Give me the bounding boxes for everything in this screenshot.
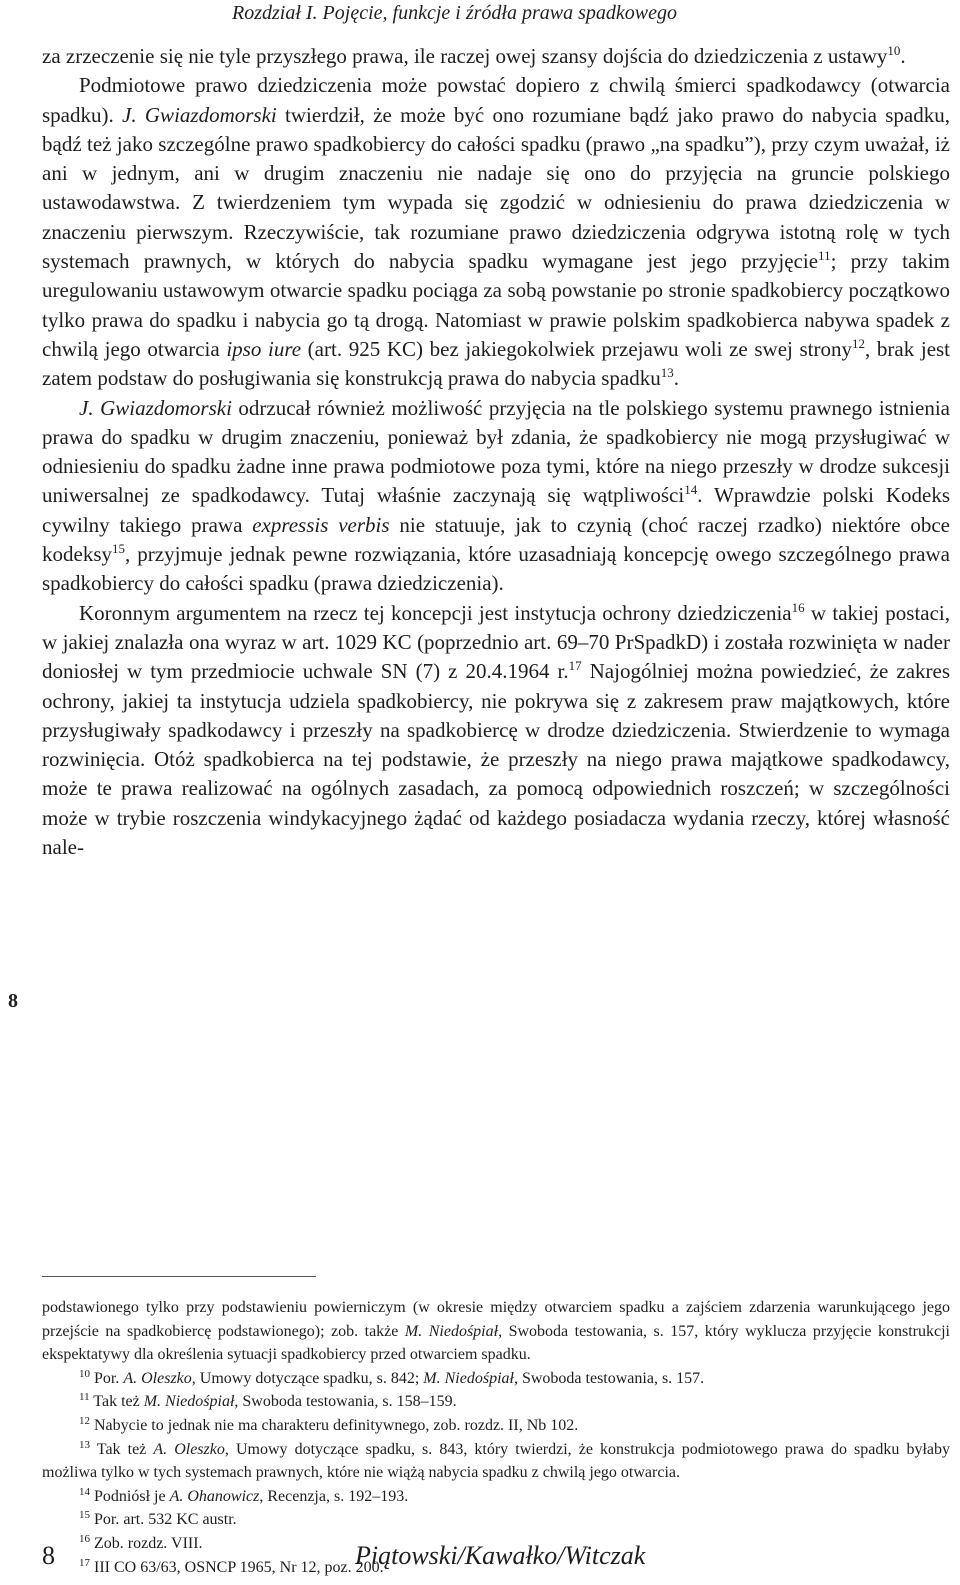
footnote-ref-17[interactable]: 17 [568,658,582,674]
footnote-14: $^{14}$ Podniósł je A. Ohanowicz, Recenzja, s. 192–193. [79,1485,409,1505]
footnote-11: $^{11}$ Tak też M. Niedośpiał, Swoboda testowania, s. 158–159. [79,1391,457,1411]
margin-number: 8 [8,990,18,1012]
footnotes [42,1296,950,1579]
footnote-10: $^{10}$ Por. A. Oleszko, Umowy dotyczące spadku, s. 842; M. Niedośpiał, Swoboda testowania, s. 157. [79,1367,705,1387]
paragraph-1: za zrzeczenie się nie tyle przyszłego prawa, ile raczej owej szansy dojścia do dziedziczenia z ustawy$^{10}$. [42,43,906,68]
page-number: 8 [42,1541,55,1570]
footer-authors: Piątowski/Kawałko/Witczak [355,1541,646,1570]
footnote-ref-14[interactable]: 14 [684,482,698,498]
paragraph-3: J. Gwiazdomorski odrzucał również możliwość przyjęcia na tle polskiego systemu prawnego istnienia prawa do spadku w drugim znaczeniu, ponieważ był zdania, że spadkobiercy nie mogą przysługiwać w odniesieniu do spadku żadne inne prawa podmiotowe poza tymi, które na niego przeszły w drodze sukcesji uniwersalnej ze spadkodawcy. Tutaj właśnie zaczynają się wątpliwości$^{14}$. Wprawdzie polski Kodeks cywilny takiego prawa expressis verbis nie statuuje, jak to czynią (choć raczej rzadko) niektóre obce kodeksy$^{15}$, przyjmuje jednak pewne rozwiązania, które uzasadniają koncepcję owego szczególnego prawa spadkobiercy do całości spadku (prawa dziedziczenia). [42,395,950,596]
footnote-ref-16[interactable]: 16 [791,599,805,615]
footnote-ref-11[interactable]: 11 [818,248,831,264]
footnote-ref-12[interactable]: 12 [852,335,866,351]
main-text [42,42,950,862]
footnote-13: $^{13}$ Tak też A. Oleszko, Umowy dotyczące spadku, s. 843, który twierdzi, że konstrukcja podmiotowego prawa do spadku byłaby możliwa tylko w tych systemach prawnych, które nie wiążą nabycia spadku z chwilą jego otwarcia. [42,1438,951,1482]
footnote-12: $^{12}$ Nabycie to jednak nie ma charakteru definitywnego, zob. rozdz. II, Nb 102. [79,1414,579,1434]
footnote-ref-13[interactable]: 13 [660,365,674,381]
footnote-divider [42,1276,316,1277]
paragraph-2: Podmiotowe prawo dziedziczenia może powstać dopiero z chwilą śmierci spadkodawcy (otwarcia spadku). J. Gwiazdomorski twierdził, że może być ono rozumiane bądź jako prawo do nabycia spadku, bądź też jako szczególne prawo spadkobiercy do całości spadku (prawo „na spadku”), przy czym uważał, iż ani w jednym, ani w drugim znaczeniu nie nadaje się ono do przyjęcia na gruncie polskiego ustawodawstwa. Z twierdzeniem tym wypada się zgodzić w odniesieniu do prawa dziedziczenia w znaczeniu pierwszym. Rzeczywiście, tak rozumiane prawo dziedziczenia odgrywa istotną rolę w tych systemach prawnych, w których do nabycia spadku wymagane jest jego przyjęcie$^{11}$; przy takim uregulowaniu ustawowym otwarcie spadku pociąga za sobą powstanie po stronie spadkobiercy początkowo tylko prawa do spadku i nabycia go tą drogą. Natomiast w prawie polskim spadkobierca nabywa spadek z chwilą jego otwarcia ipso iure (art. 925 KC) bez jakiegokolwiek przejawu woli ze swej strony$^{12}$, brak jest zatem podstaw do posługiwania się konstrukcją prawa do nabycia spadku$^{13}$. [42,73,951,391]
footnote-17: $^{17}$ III CO 63/63, OSNCP 1965, Nr 12, poz. 200. [79,1556,384,1576]
footnote-ref-15[interactable]: 15 [112,541,125,557]
footnote-continuation: podstawionego tylko przy podstawieniu powierniczym (w okresie między otwarciem spadku a zajściem zdarzenia warunkującego jego przejście na spadkobiercę podstawionego); zob. także M. Niedośpiał, Swoboda testowania, s. 157, który wyklucza przyjęcie konstrukcji ekspektatywy dla określenia sytuacji spadkobiercy przed otwarciem spadku. [42,1299,950,1364]
paragraph-4: Koronnym argumentem na rzecz tej koncepcji jest instytucja ochrony dziedziczenia$^{16}$ w takiej postaci, w jakiej znalazła ona wyraz w art. 1029 KC (poprzednio art. 69–70 PrSpadkD) i została rozwinięta w nader doniosłej w tym przedmiocie uchwale SN (7) z 20.4.1964 r.$^{17}$ Najogólniej można powiedzieć, że zakres ochrony, jakiej ta instytucja udziela spadkobiercy, nie pokrywa się z zakresem praw majątkowych, które przysługiwały spadkodawcy i przeszły na spadkobiercę w drodze dziedziczenia. Stwierdzenie to wymaga rozwinięcia. Otóż spadkobierca na tej podstawie, że przeszły na niego prawa majątkowe spadkodawcy, może te prawa realizować na ogólnych zasadach, za pomocą odpowiednich roszczeń; w szczególności może w trybie roszczenia windykacyjnego żądać od każdego posiadacza wydania rzeczy, której własność nale- [42,599,951,860]
footnote-16: $^{16}$ Zob. rozdz. VIII. [79,1532,203,1552]
footnote-ref-10[interactable]: 10 [887,43,901,58]
footnote-15: $^{15}$ Por. art. 532 KC austr. [79,1509,237,1529]
running-header: Rozdział I. Pojęcie, funkcje i źródła prawa spadkowego [232,2,677,24]
